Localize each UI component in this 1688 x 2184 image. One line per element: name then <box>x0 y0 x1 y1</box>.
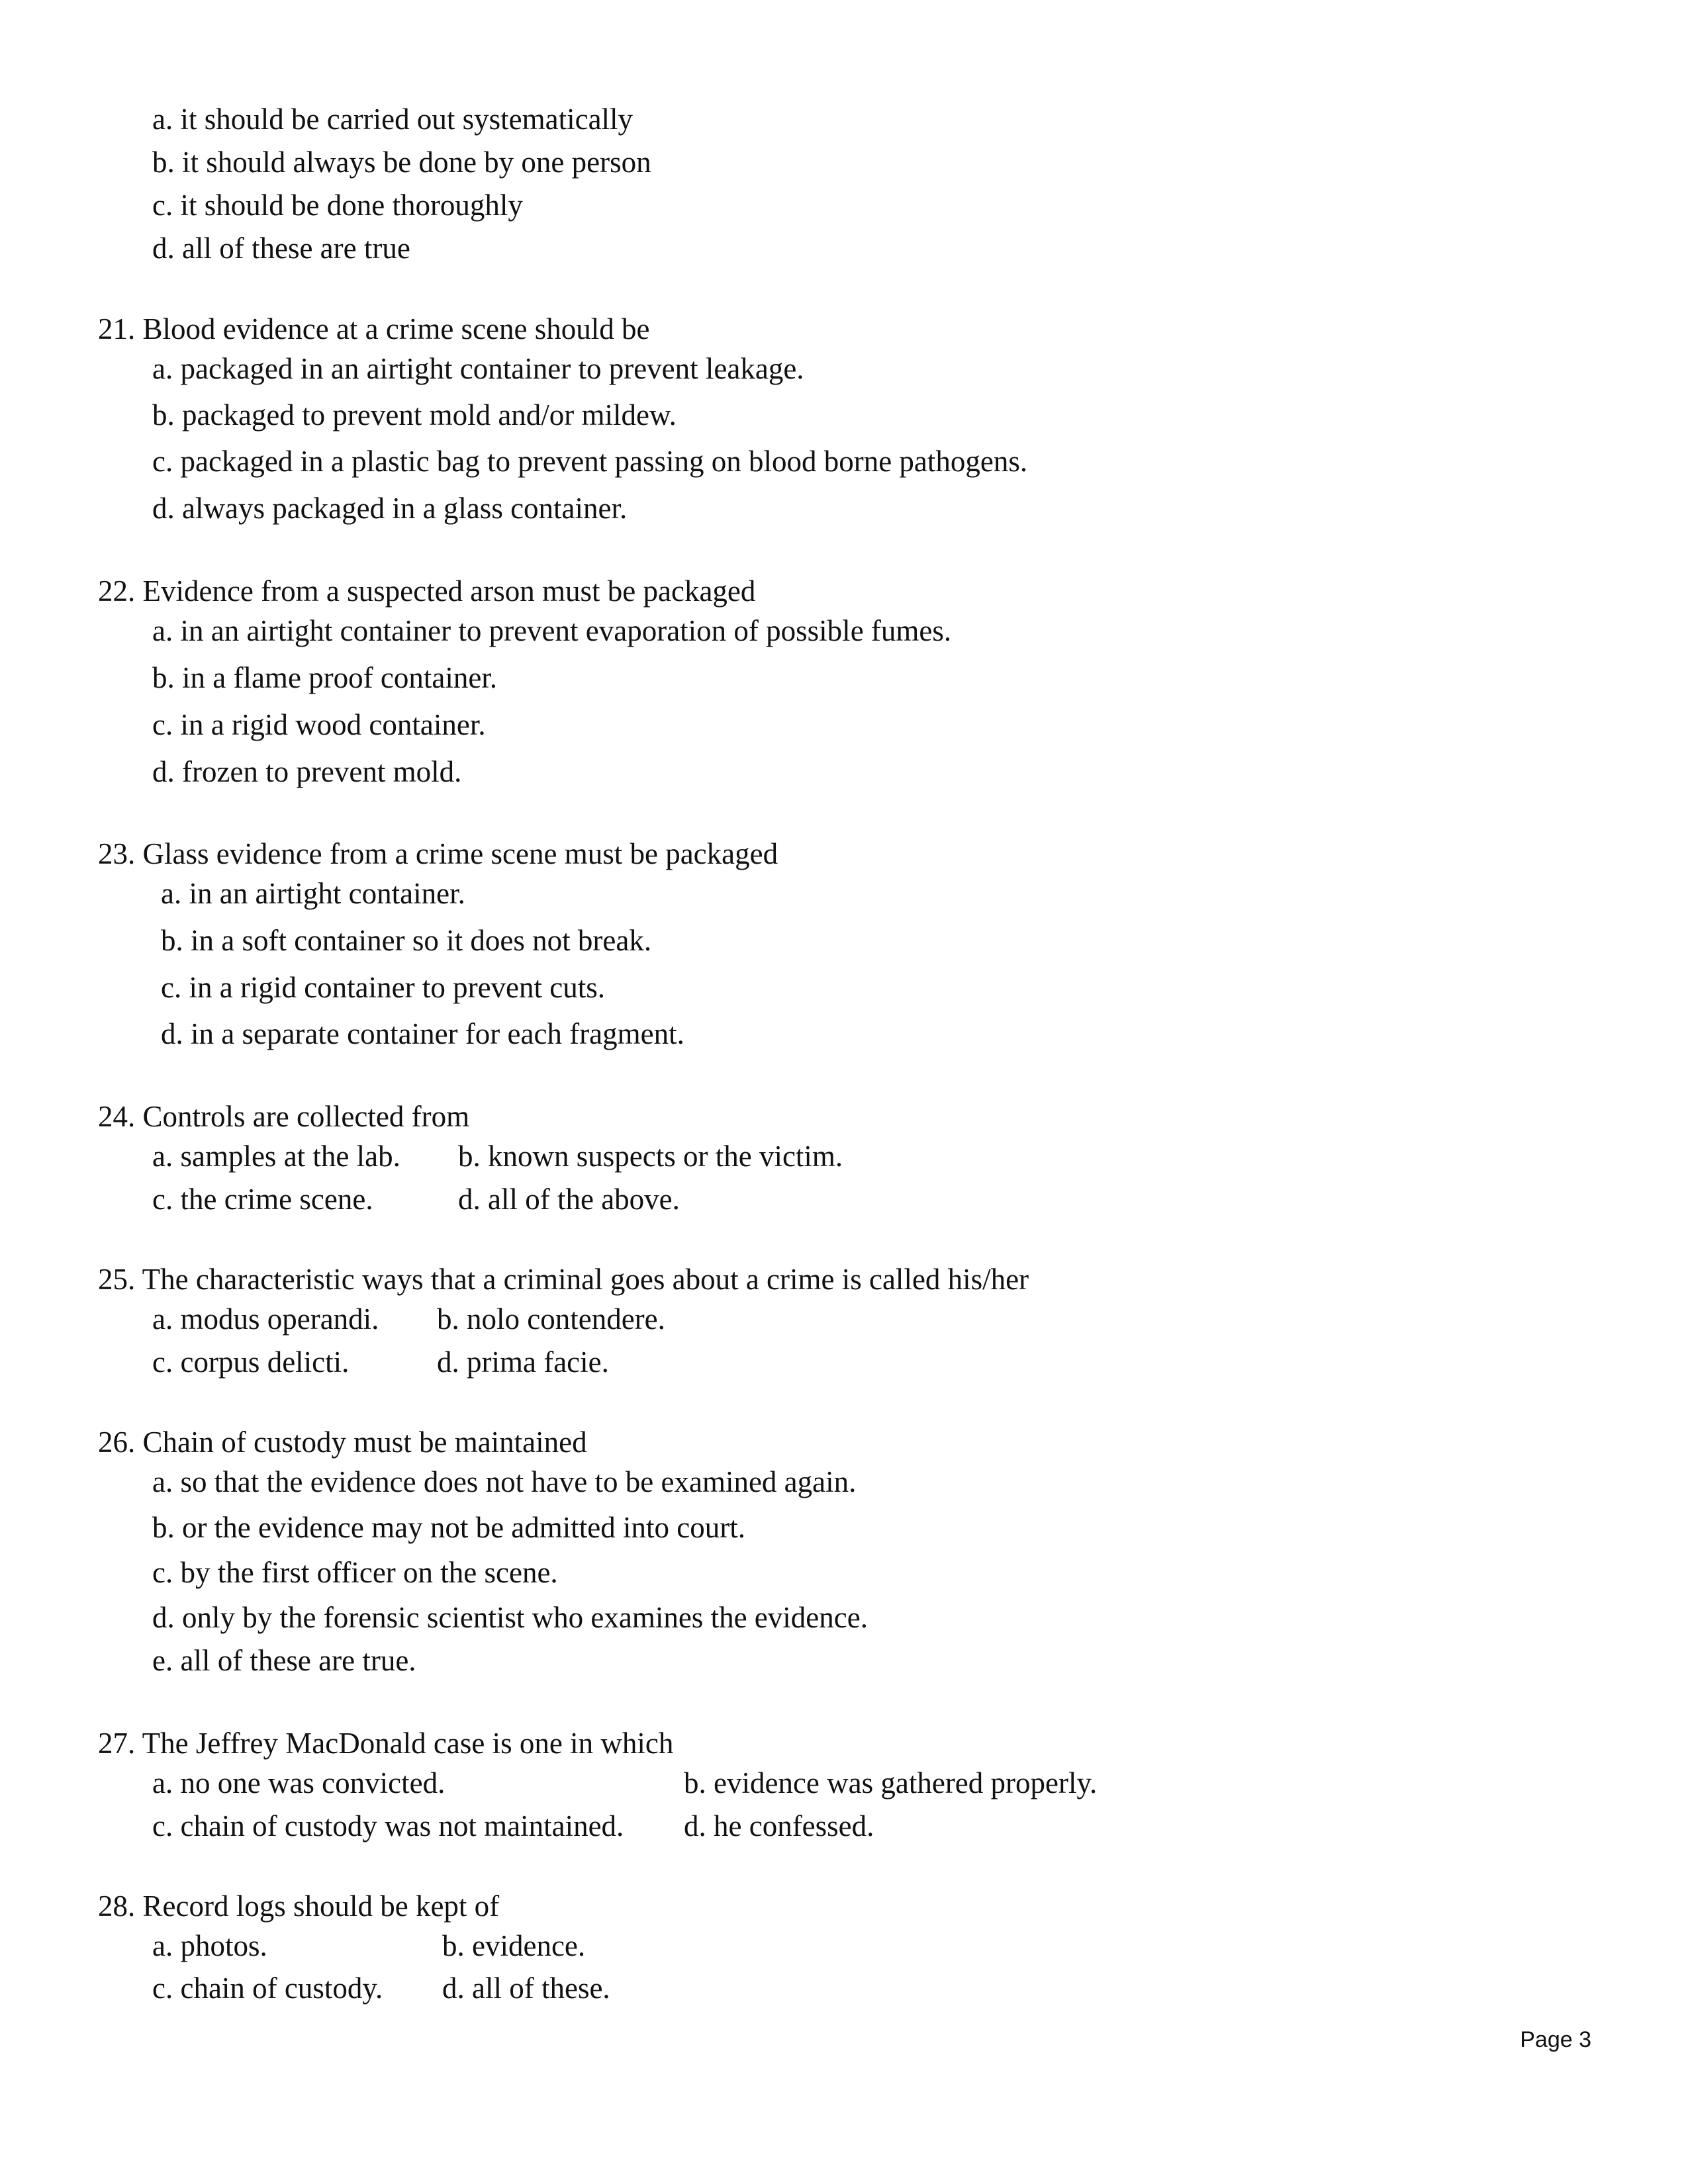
q22-option-b: b. in a flame proof container. <box>152 661 498 694</box>
question-21-stem: 21. Blood evidence at a crime scene should be <box>98 312 650 345</box>
q25-option-b: b. nolo contendere. <box>437 1302 665 1336</box>
q23-option-b: b. in a soft container so it does not break. <box>161 924 652 957</box>
q28-option-c: c. chain of custody. <box>152 1972 383 2005</box>
q26-option-e: e. all of these are true. <box>152 1644 416 1677</box>
q26-option-d: d. only by the forensic scientist who examines the evidence. <box>152 1601 868 1634</box>
q20-option-a: a. it should be carried out systematically <box>152 103 633 136</box>
q28-option-b: b. evidence. <box>442 1929 586 1962</box>
q26-option-c: c. by the first officer on the scene. <box>152 1556 558 1589</box>
q25-option-a: a. modus operandi. <box>152 1302 379 1336</box>
q22-option-d: d. frozen to prevent mold. <box>152 755 462 788</box>
q28-option-a: a. photos. <box>152 1929 267 1962</box>
q21-option-b: b. packaged to prevent mold and/or mildew. <box>152 398 677 432</box>
q20-option-c: c. it should be done thoroughly <box>152 189 523 222</box>
q21-option-a: a. packaged in an airtight container to prevent leakage. <box>152 352 804 385</box>
question-27-stem: 27. The Jeffrey MacDonald case is one in which <box>98 1727 674 1760</box>
q24-option-a: a. samples at the lab. <box>152 1140 400 1173</box>
q24-option-c: c. the crime scene. <box>152 1183 373 1216</box>
question-24-stem: 24. Controls are collected from <box>98 1100 470 1133</box>
q24-option-b: b. known suspects or the victim. <box>458 1140 843 1173</box>
q21-option-c: c. packaged in a plastic bag to prevent passing on blood borne pathogens. <box>152 445 1028 478</box>
q25-option-c: c. corpus delicti. <box>152 1345 350 1379</box>
q27-option-d: d. he confessed. <box>684 1809 874 1843</box>
q22-option-a: a. in an airtight container to prevent evaporation of possible fumes. <box>152 614 952 647</box>
q22-option-c: c. in a rigid wood container. <box>152 708 486 741</box>
page-number: Page 3 <box>1520 2027 1591 2052</box>
question-22-stem: 22. Evidence from a suspected arson must be packaged <box>98 574 756 608</box>
q27-option-c: c. chain of custody was not maintained. <box>152 1809 624 1843</box>
q27-option-a: a. no one was convicted. <box>152 1766 445 1799</box>
q24-option-d: d. all of the above. <box>458 1183 680 1216</box>
q27-option-b: b. evidence was gathered properly. <box>684 1766 1098 1799</box>
q20-option-d: d. all of these are true <box>152 232 410 265</box>
q20-option-b: b. it should always be done by one person <box>152 146 651 179</box>
question-23-stem: 23. Glass evidence from a crime scene must be packaged <box>98 837 778 870</box>
q23-option-c: c. in a rigid container to prevent cuts. <box>161 971 606 1004</box>
question-28-stem: 28. Record logs should be kept of <box>98 1889 500 1923</box>
q26-option-b: b. or the evidence may not be admitted into court. <box>152 1511 745 1544</box>
q21-option-d: d. always packaged in a glass container. <box>152 492 628 525</box>
q23-option-a: a. in an airtight container. <box>161 877 465 910</box>
question-25-stem: 25. The characteristic ways that a criminal goes about a crime is called his/her <box>98 1263 1029 1296</box>
q25-option-d: d. prima facie. <box>437 1345 609 1379</box>
q23-option-d: d. in a separate container for each fragment. <box>161 1017 684 1050</box>
q28-option-d: d. all of these. <box>442 1972 610 2005</box>
q26-option-a: a. so that the evidence does not have to be examined again. <box>152 1465 857 1498</box>
question-26-stem: 26. Chain of custody must be maintained <box>98 1426 587 1459</box>
